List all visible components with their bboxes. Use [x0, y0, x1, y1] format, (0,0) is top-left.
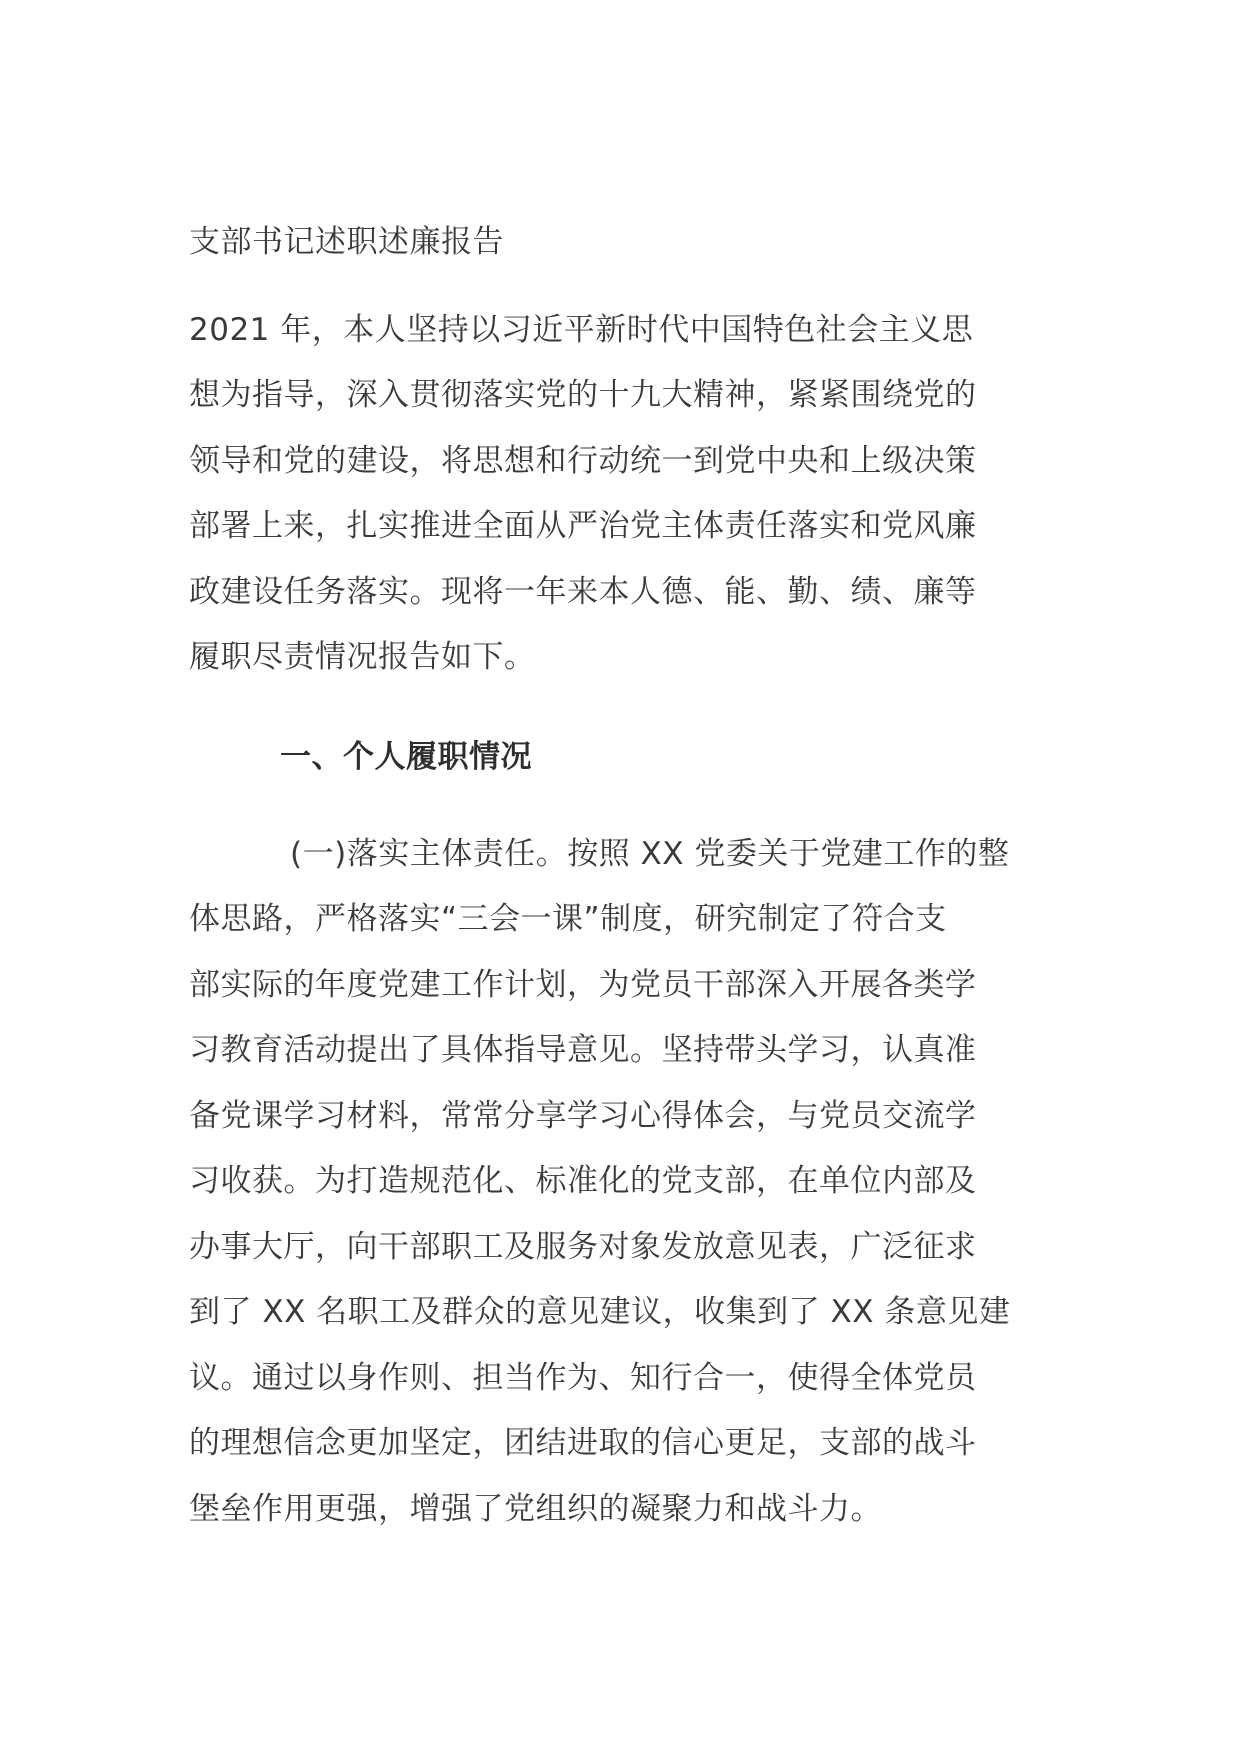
- intro-line: 2021 年，本人坚持以习近平新时代中国特色社会主义思: [189, 312, 974, 348]
- section-line: 堡垒作用更强，增强了党组织的凝聚力和战斗力。: [189, 1491, 882, 1527]
- section-line: 习收获。为打造规范化、标准化的党支部，在单位内部及: [189, 1163, 977, 1199]
- section-line: 的理想信念更加坚定，团结进取的信心更足，支部的战斗: [189, 1425, 977, 1461]
- intro-line: 想为指导，深入贯彻落实党的十九大精神，紧紧围绕党的: [189, 377, 977, 413]
- section-heading: 一、个人履职情况: [280, 739, 532, 775]
- section-line: 办事大厅，向干部职工及服务对象发放意见表，广泛征求: [189, 1229, 977, 1265]
- section-line: 议。通过以身作则、担当作为、知行合一，使得全体党员: [189, 1360, 977, 1396]
- intro-line: 政建设任务落实。现将一年来本人德、能、勤、绩、廉等: [189, 574, 977, 610]
- document-title: 支部书记述职述廉报告: [189, 224, 504, 260]
- section-line: (一)落实主体责任。按照 XX 党委关于党建工作的整: [290, 836, 1010, 872]
- section-line: 到了 XX 名职工及群众的意见建议，收集到了 XX 条意见建: [189, 1294, 1011, 1330]
- section-line: 部实际的年度党建工作计划，为党员干部深入开展各类学: [189, 967, 977, 1003]
- section-line: 习教育活动提出了具体指导意见。坚持带头学习，认真准: [189, 1032, 977, 1068]
- section-line: 备党课学习材料，常常分享学习心得体会，与党员交流学: [189, 1098, 977, 1134]
- intro-line: 领导和党的建设，将思想和行动统一到党中央和上级决策: [189, 443, 977, 479]
- section-line: 体思路，严格落实“三会一课”制度，研究制定了符合支: [189, 901, 947, 937]
- intro-line: 部署上来，扎实推进全面从严治党主体责任落实和党风廉: [189, 508, 977, 544]
- intro-line: 履职尽责情况报告如下。: [189, 639, 536, 675]
